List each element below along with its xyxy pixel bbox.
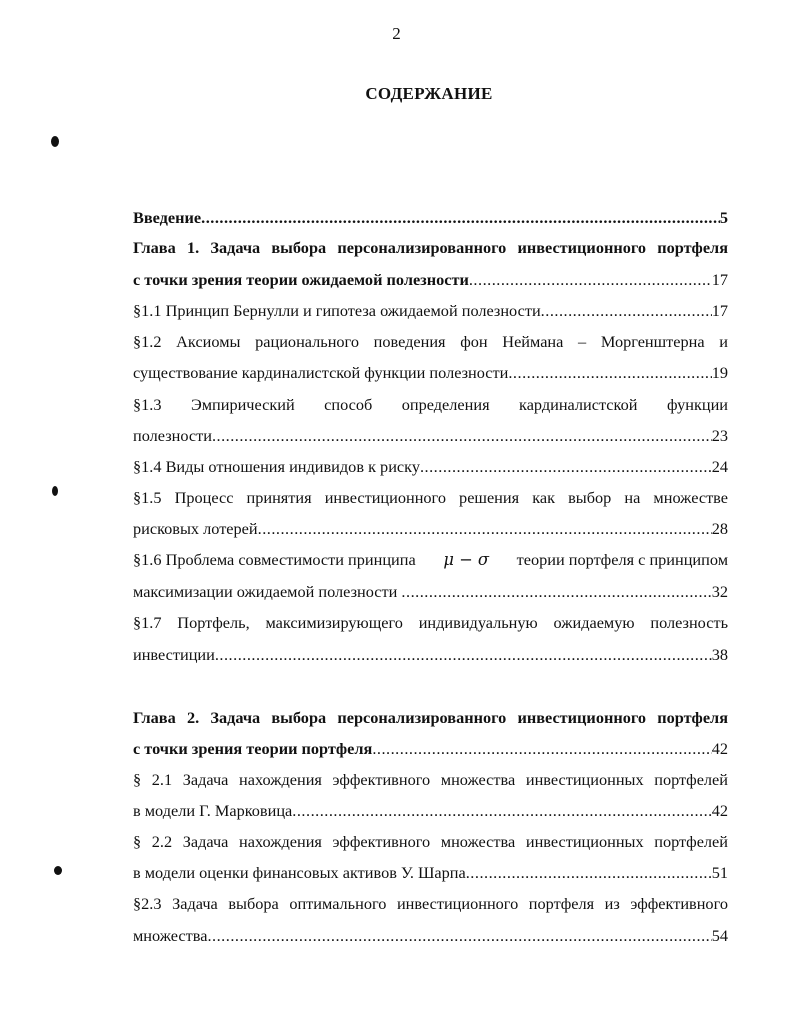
toc-entry-introduction[interactable]: Введение ..... 5	[133, 208, 728, 228]
scan-speck	[54, 866, 62, 875]
toc-chapter-2-line: Глава 2. Задача выбора персонализированного инвестиционного портфеля	[133, 708, 728, 727]
toc-entry-1-5[interactable]: рисковых лотерей ..... 28	[133, 519, 728, 539]
toc-entry-2-1[interactable]: в модели Г. Марковица ..... 42	[133, 801, 728, 821]
toc-1-5-line: §1.5 Процесс принятия инвестиционного решения как выбор на множестве	[133, 488, 728, 507]
toc-chapter-1-line: Глава 1. Задача выбора персонализированного инвестиционного портфеля	[133, 238, 728, 257]
page-number: 2	[392, 24, 401, 43]
toc-entry-1-3[interactable]: полезности ..... 23	[133, 426, 728, 446]
toc-1-3-line: §1.3 Эмпирический способ определения кардиналистской функции	[133, 395, 728, 414]
toc-1-7-line: §1.7 Портфель, максимизирующего индивидуальную ожидаемую полезность	[133, 613, 728, 632]
toc-2-2-line: § 2.2 Задача нахождения эффективного множества инвестиционных портфелей	[133, 832, 728, 851]
toc-entry-1-6[interactable]: максимизации ожидаемой полезности ..... 32	[133, 582, 728, 602]
toc-entry-chapter-1[interactable]: с точки зрения теории ожидаемой полезности ..... 17	[133, 270, 728, 290]
toc-entry-1-7[interactable]: инвестиции ..... 38	[133, 645, 728, 665]
toc-entry-chapter-2[interactable]: с точки зрения теории портфеля ..... 42	[133, 739, 728, 759]
toc-2-3-line: §2.3 Задача выбора оптимального инвестиционного портфеля из эффективного	[133, 894, 728, 913]
toc-entry-2-3[interactable]: множества ..... 54	[133, 926, 728, 946]
toc-1-6-line: §1.6 Проблема совместимости принципа μ − σ теории портфеля с принципом	[133, 550, 728, 569]
toc-1-2-line: §1.2 Аксиомы рационального поведения фон Неймана – Моргенштерна и	[133, 332, 728, 351]
toc-title: СОДЕРЖАНИЕ	[365, 84, 493, 103]
toc-entry-1-4[interactable]: §1.4 Виды отношения индивидов к риску ..... 24	[133, 457, 728, 477]
scan-speck	[52, 486, 58, 496]
mu-sigma-formula: μ − σ	[443, 550, 490, 569]
toc-2-1-line: § 2.1 Задача нахождения эффективного множества инвестиционных портфелей	[133, 770, 728, 789]
toc-entry-2-2[interactable]: в модели оценки финансовых активов У. Шарпа ..... 51	[133, 863, 728, 883]
scan-speck	[51, 136, 59, 147]
toc-entry-1-1[interactable]: §1.1 Принцип Бернулли и гипотеза ожидаемой полезности ..... 17	[133, 301, 728, 321]
toc-entry-1-2[interactable]: существование кардиналистской функции полезности ..... 19	[133, 363, 728, 383]
